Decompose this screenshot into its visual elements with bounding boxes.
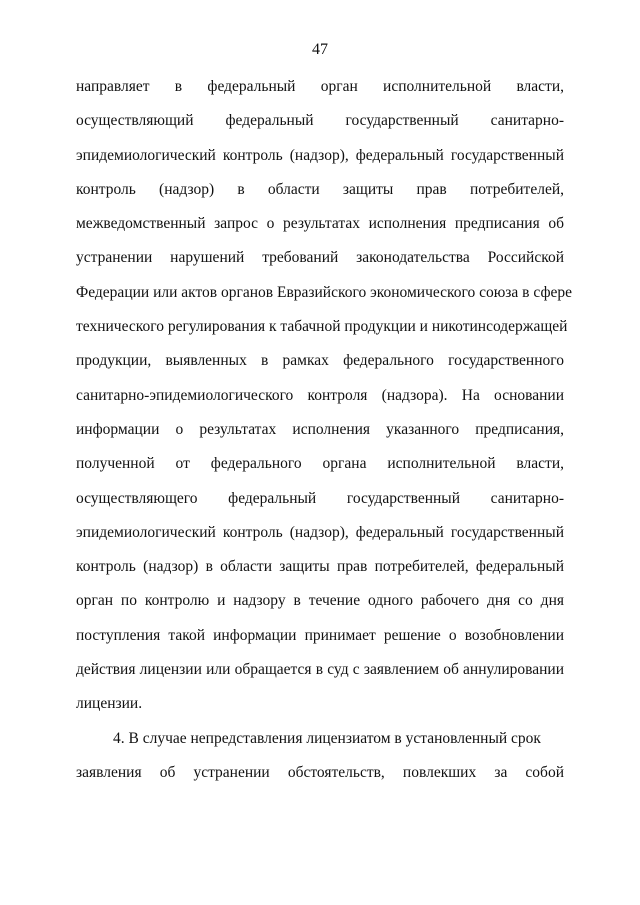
text-line: информации о результатах исполнения указанного предписания, [76, 420, 564, 438]
page-number: 47 [312, 41, 328, 58]
text-line: продукции, выявленных в рамках федерального государственного [76, 352, 564, 370]
text-line: полученной от федерального органа исполнительной власти, [76, 455, 564, 473]
text-line: устранении нарушений требований законодательства Российской [76, 249, 564, 267]
text-line: заявления об устранении обстоятельств, повлекших за собой [76, 763, 564, 781]
text-line: 4. В случае непредставления лицензиатом в установленный срок [113, 729, 541, 747]
text-line: осуществляющего федеральный государственный санитарно- [76, 489, 564, 507]
text-line: эпидемиологический контроль (надзор), федеральный государственный [76, 146, 564, 164]
text-line: контроль (надзор) в области защиты прав потребителей, федеральный [76, 558, 564, 576]
text-line: эпидемиологический контроль (надзор), федеральный государственный [76, 523, 564, 541]
paragraph [76, 76, 572, 728]
document-body [76, 76, 572, 796]
text-line: Федерации или актов органов Евразийского экономического союза в сфере [76, 283, 572, 301]
text-line: санитарно-эпидемиологического контроля (надзора). На основании [76, 386, 564, 404]
text-line: технического регулирования к табачной продукции и никотинсодержащей [76, 318, 568, 336]
text-line: межведомственный запрос о результатах исполнения предписания об [76, 215, 564, 233]
text-line: поступления такой информации принимает решение о возобновлении [76, 626, 564, 644]
text-line: контроль (надзор) в области защиты прав потребителей, [76, 180, 564, 198]
text-line: осуществляющий федеральный государственный санитарно- [76, 112, 564, 130]
text-line: орган по контролю и надзору в течение одного рабочего дня со дня [76, 592, 564, 610]
text-line: направляет в федеральный орган исполнительной власти, [76, 78, 564, 95]
text-line: действия лицензии или обращается в суд с заявлением об аннулировании [76, 661, 564, 679]
text-line: лицензии. [76, 695, 143, 713]
paragraph [76, 728, 564, 797]
